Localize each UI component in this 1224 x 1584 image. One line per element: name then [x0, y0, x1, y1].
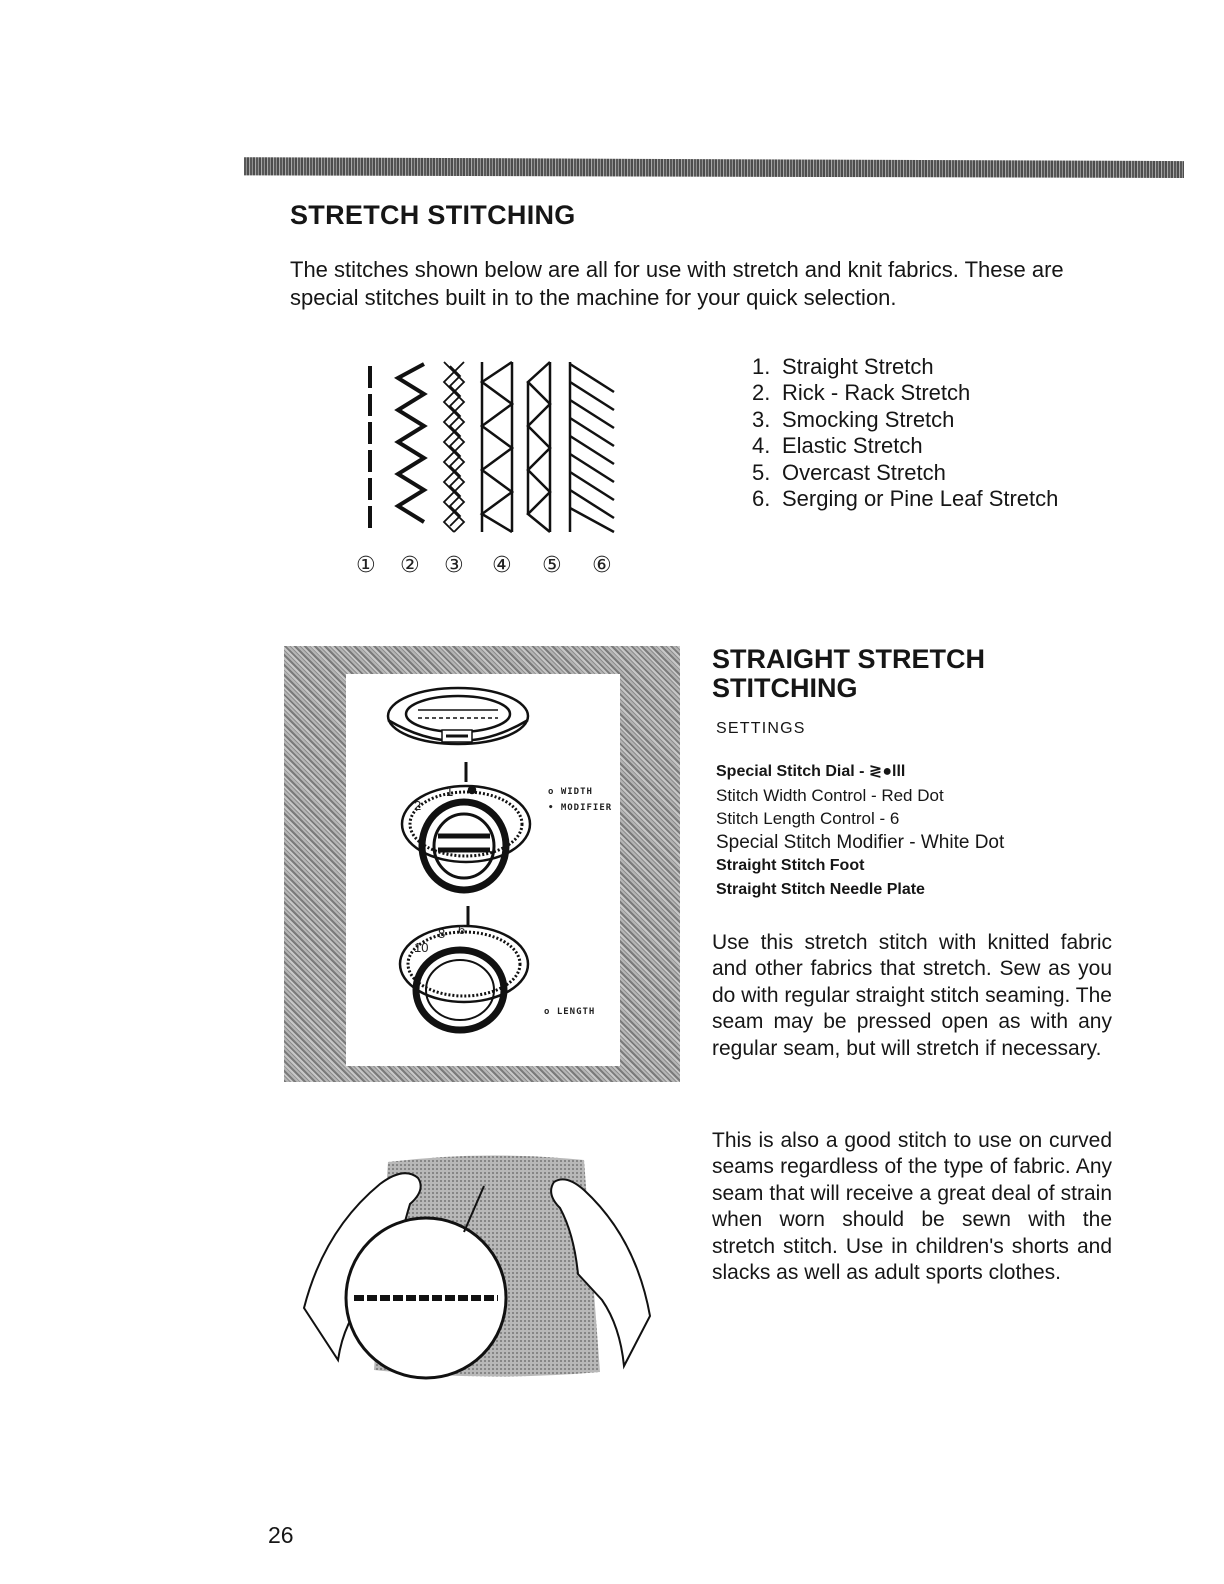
- stitch-marker: ⑥: [592, 553, 612, 578]
- stitch-list: [752, 354, 1058, 512]
- length-dial-number: 6: [458, 922, 466, 937]
- stitch-marker: ④: [492, 553, 512, 578]
- stitch-marker: ⑤: [542, 553, 562, 578]
- stitch-patterns-figure: [352, 352, 652, 584]
- stitch-width-dial-illustration: [402, 762, 530, 890]
- length-dial-number: 8: [438, 926, 446, 941]
- width-dial-number: 2: [414, 798, 422, 813]
- stitch-marker: ①: [356, 553, 376, 578]
- smocking-pattern: [444, 362, 464, 532]
- settings-list: [716, 760, 1004, 902]
- width-dial-number: 1: [446, 784, 454, 799]
- intro-paragraph: The stitches shown below are all for use with stretch and knit fabrics. These are special stitches built in to the machine for your quick selection.: [290, 257, 1064, 310]
- stitch-marker: ②: [400, 553, 420, 578]
- special-stitch-dial-illustration: [388, 688, 528, 744]
- top-rule: [244, 152, 1184, 178]
- elastic-stretch-pattern: [482, 362, 512, 532]
- setting-item: Straight Stitch Needle Plate: [716, 880, 925, 898]
- curved-seams-paragraph: This is also a good stitch to use on curved seams regardless of the type of fabric. Any seam that will receive a great deal of strain when worn should be sewn with the stretch stitch. Use in children's shorts and slacks as well as adult sports clothes.: [712, 1129, 1112, 1285]
- setting-item: Stitch Length Control - 6: [716, 809, 900, 829]
- list-item: 1. Straight Stretch: [752, 354, 934, 379]
- list-item: 4. Elastic Stretch: [752, 433, 923, 459]
- setting-item: Straight Stitch Foot: [716, 857, 865, 875]
- stitch-marker: ③: [444, 553, 464, 578]
- usage-paragraph: Use this stretch stitch with knitted fabric and other fabrics that stretch. Sew as you do with regular straight stitch seaming. The seam may be pressed open as with any regular seam, but will stretch if necessary.: [712, 931, 1112, 1060]
- setting-item: Special Stitch Dial - ≷●lll: [716, 763, 906, 780]
- length-label: o LENGTH: [544, 1007, 596, 1017]
- dials-figure: [284, 646, 680, 1082]
- width-label: o WIDTH: [548, 787, 593, 797]
- setting-item: Special Stitch Modifier - White Dot: [716, 831, 1005, 853]
- page-number: 26: [268, 1522, 294, 1548]
- list-item: 2. Rick - Rack Stretch: [752, 380, 971, 406]
- rick-rack-pattern: [398, 364, 424, 522]
- settings-label: SETTINGS: [716, 720, 806, 737]
- modifier-label: • MODIFIER: [548, 803, 613, 813]
- setting-item: Stitch Width Control - Red Dot: [716, 785, 944, 805]
- list-item: 6. Serging or Pine Leaf Stretch: [752, 486, 1059, 512]
- page-title: STRETCH STITCHING: [290, 200, 576, 230]
- list-item: 3. Smocking Stretch: [752, 406, 955, 432]
- serging-pattern: [570, 362, 614, 532]
- length-dial-number: 10: [414, 940, 429, 955]
- overcast-stretch-pattern: [528, 362, 550, 532]
- list-item: 5. Overcast Stretch: [752, 459, 946, 485]
- stretching-fabric-illustration: [284, 1120, 668, 1410]
- section-title: STRAIGHT STRETCH STITCHING: [712, 644, 985, 703]
